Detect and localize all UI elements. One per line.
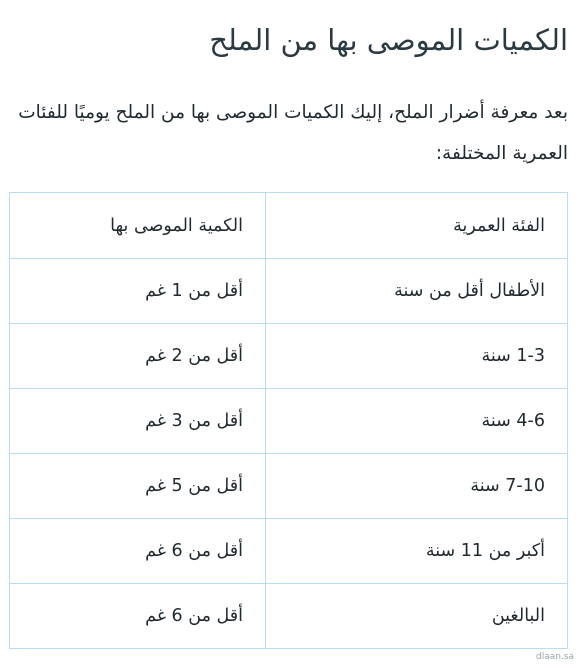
salt-intake-table: [9, 192, 568, 649]
amount-cell: أقل من 1 غم: [10, 259, 266, 324]
site-watermark: dlaan.sa: [536, 652, 575, 662]
amount-cell: أقل من 6 غم: [10, 519, 266, 584]
amount-cell: أقل من 2 غم: [10, 324, 266, 389]
salt-intake-table-wrapper: [10, 192, 568, 649]
table-row: [10, 454, 568, 519]
header-age-group: الفئة العمرية: [266, 193, 568, 259]
amount-cell: أقل من 3 غم: [10, 389, 266, 454]
age-group-cell: الأطفال أقل من سنة: [266, 259, 568, 324]
age-group-cell: أكبر من 11 سنة: [266, 519, 568, 584]
age-group-cell: البالغين: [266, 584, 568, 649]
table-row: [10, 389, 568, 454]
table-row: [10, 584, 568, 649]
age-group-cell: 4-6 سنة: [266, 389, 568, 454]
age-group-cell: 7-10 سنة: [266, 454, 568, 519]
table-row: [10, 324, 568, 389]
page-title: الكميات الموصى بها من الملح: [209, 23, 568, 57]
table-row: [10, 259, 568, 324]
header-recommended-amount: الكمية الموصى بها: [10, 193, 266, 259]
table-header-row: [10, 193, 568, 259]
amount-cell: أقل من 6 غم: [10, 584, 266, 649]
table-row: [10, 519, 568, 584]
age-group-cell: 1-3 سنة: [266, 324, 568, 389]
amount-cell: أقل من 5 غم: [10, 454, 266, 519]
intro-paragraph: بعد معرفة أضرار الملح، إليك الكميات الموصى بها من الملح يوميًا للفئات العمرية المختلفة:: [18, 102, 568, 164]
